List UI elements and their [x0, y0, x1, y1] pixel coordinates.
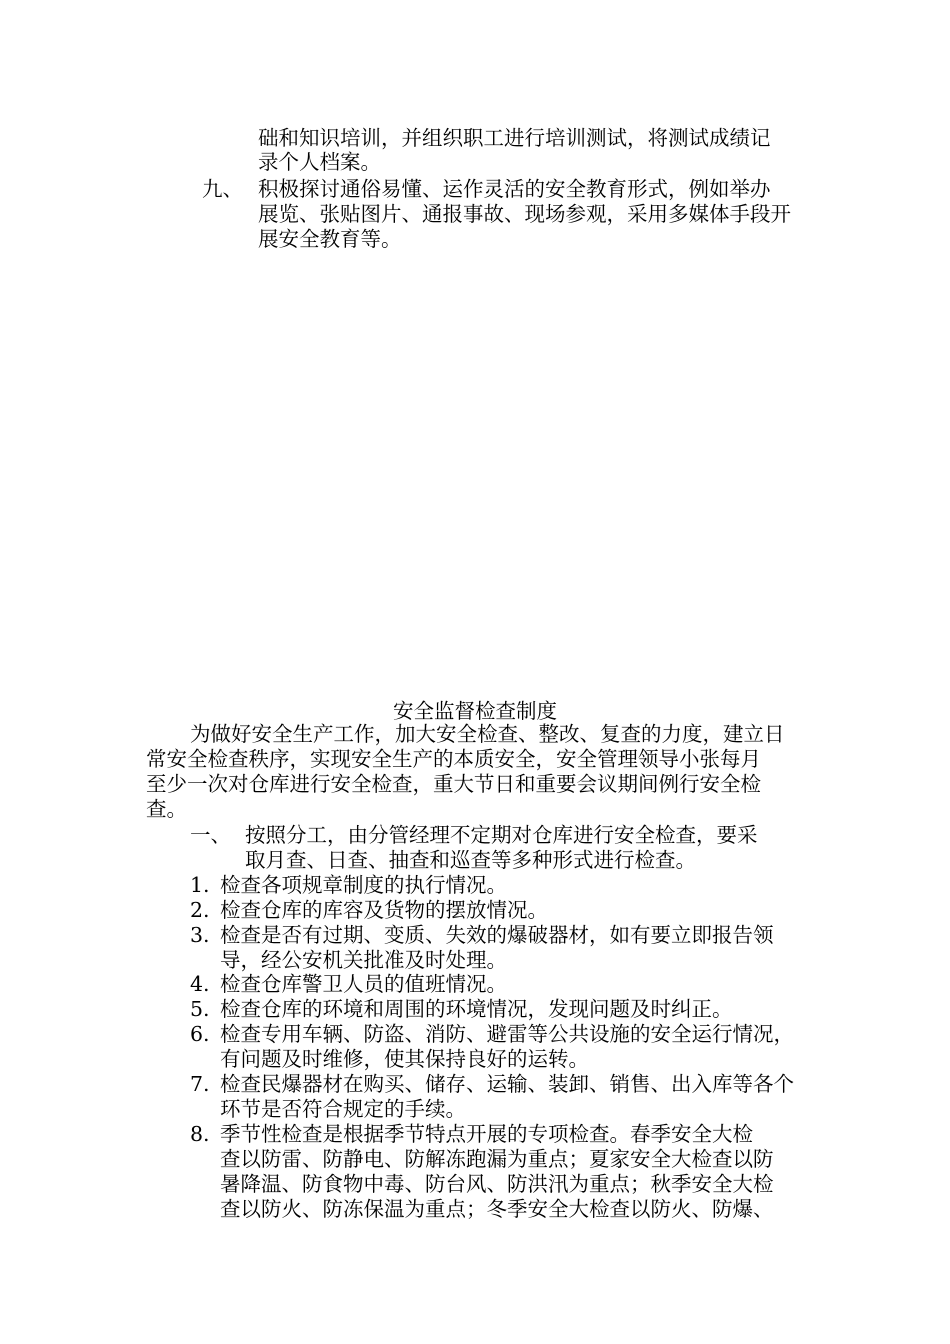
paragraph-line: 常安全检查秩序，实现安全生产的本质安全，安全管理领导小张每月: [146, 747, 761, 771]
list-item-line: 有问题及时维修，使其保持良好的运转。: [220, 1047, 589, 1071]
list-item-line: 季节性检查是根据季节特点开展的专项检查。春季安全大检: [220, 1122, 753, 1146]
list-item-line: 检查各项规章制度的执行情况。: [220, 873, 507, 897]
list-item-line: 取月查、日查、抽查和巡查等多种形式进行检查。: [245, 848, 696, 872]
list-item-line: 检查仓库的库容及货物的摆放情况。: [220, 898, 548, 922]
item-number: 2.: [190, 898, 210, 922]
item-number: 8.: [190, 1122, 210, 1146]
item-number: 3.: [190, 923, 210, 947]
list-item-line: 暑降温、防食物中毒、防台风、防洪汛为重点；秋季安全大检: [220, 1172, 774, 1196]
item-number: 1.: [190, 873, 210, 897]
item-number: 4.: [190, 972, 210, 996]
list-item-line: 查以防火、防冻保温为重点；冬季安全大检查以防火、防爆、: [220, 1197, 774, 1221]
item-number: 6.: [190, 1022, 210, 1046]
list-marker: 一、: [190, 823, 231, 847]
list-item-line: 展览、张贴图片、通报事故、现场参观，采用多媒体手段开: [258, 202, 791, 226]
item-number: 7.: [190, 1072, 210, 1096]
list-item-line: 检查民爆器材在购买、储存、运输、装卸、销售、出入库等各个: [220, 1072, 794, 1096]
item-number: 5.: [190, 997, 210, 1021]
paragraph-line: 查。: [146, 797, 187, 821]
list-item-line: 按照分工，由分管经理不定期对仓库进行安全检查，要采: [245, 823, 758, 847]
list-item-line: 环节是否符合规定的手续。: [220, 1097, 466, 1121]
list-item-line: 检查仓库的环境和周围的环境情况，发现问题及时纠正。: [220, 997, 733, 1021]
list-item-line: 导，经公安机关批准及时处理。: [220, 948, 507, 972]
list-item-line: 积极探讨通俗易懂、运作灵活的安全教育形式，例如举办: [258, 177, 771, 201]
list-marker: 九、: [202, 177, 243, 201]
paragraph-line: 为做好安全生产工作，加大安全检查、整改、复查的力度，建立日: [190, 722, 785, 746]
paragraph-line: 至少一次对仓库进行安全检查，重大节日和重要会议期间例行安全检: [146, 772, 761, 796]
list-item-line: 检查仓库警卫人员的值班情况。: [220, 972, 507, 996]
list-item-line: 检查是否有过期、变质、失效的爆破器材，如有要立即报告领: [220, 923, 774, 947]
section-title: 安全监督检查制度: [393, 699, 557, 723]
continuation-line: 础和知识培训，并组织职工进行培训测试，将测试成绩记: [258, 126, 771, 150]
list-item-line: 展安全教育等。: [258, 227, 402, 251]
list-item-line: 检查专用车辆、防盗、消防、避雷等公共设施的安全运行情况，: [220, 1022, 794, 1046]
list-item-line: 查以防雷、防静电、防解冻跑漏为重点；夏家安全大检查以防: [220, 1147, 774, 1171]
continuation-line: 录个人档案。: [258, 150, 381, 174]
